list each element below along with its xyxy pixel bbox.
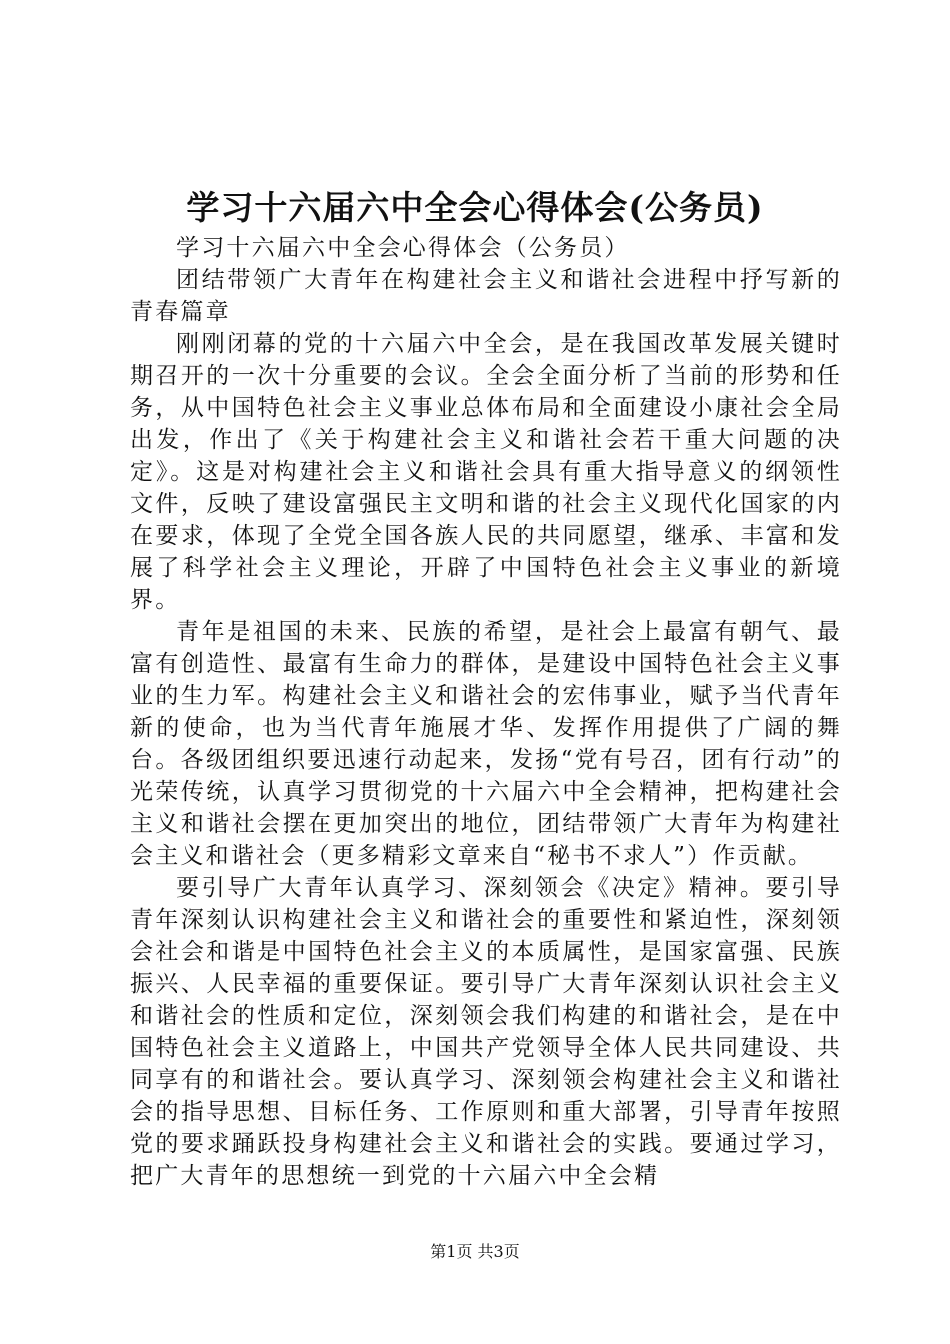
subtitle-paragraph: 学习十六届六中全会心得体会（公务员） — [176, 235, 630, 261]
body-paragraph-3: 要引导广大青年认真学习、深刻领会《决定》精神。要引导青年深刻认识构建社会主义和谐社会的重要性和紧迫性，深刻领会社会和谐是中国特色社会主义的本质属性，是国家富强、民族振兴、人民幸福的重要保证。要引导广大青年深刻认识社会主义和谐社会的性质和定位，深刻领会我们构建的和谐社会，是在中国特色社会主义道路上，中国共产党领导全体人民共同建设、共同享有的和谐社会。要认真学习、深刻领会构建社会主义和谐社会的指导思想、目标任务、工作原则和重大部署，引导青年按照党的要求踊跃投身构建社会主义和谐社会的实践。要通过学习，把广大青年的思想统一到党的十六届六中全会精 — [130, 875, 842, 1189]
document-title: 学习十六届六中全会心得体会(公务员) — [186, 188, 764, 227]
body-paragraph-1: 刚刚闭幕的党的十六届六中全会，是在我国改革发展关键时期召开的一次十分重要的会议。全会全面分析了当前的形势和任务，从中国特色社会主义事业总体布局和全面建设小康社会全局出发，作出了《关于构建社会主义和谐社会若干重大问题的决定》。这是对构建社会主义和谐社会具有重大指导意义的纲领性文件，反映了建设富强民主文明和谐的社会主义现代化国家的内在要求，体现了全党全国各族人民的共同愿望，继承、丰富和发展了科学社会主义理论，开辟了中国特色社会主义事业的新境界。 — [130, 331, 842, 613]
document-body — [130, 232, 842, 1192]
body-paragraph-2: 青年是祖国的未来、民族的希望，是社会上最富有朝气、最富有创造性、最富有生命力的群体，是建设中国特色社会主义事业的生力军。构建社会主义和谐社会的宏伟事业，赋予当代青年新的使命，也为当代青年施展才华、发挥作用提供了广阔的舞台。各级团组织要迅速行动起来，发扬“党有号召，团有行动”的光荣传统，认真学习贯彻党的十六届六中全会精神，把构建社会主义和谐社会摆在更加突出的地位，团结带领广大青年为构建社会主义和谐社会（更多精彩文章来自“秘书不求人”）作贡献。 — [130, 619, 842, 869]
headline-paragraph: 团结带领广大青年在构建社会主义和谐社会进程中抒写新的青春篇章 — [130, 267, 842, 325]
page-number-footer: 第1页 共3页 — [430, 1242, 520, 1261]
